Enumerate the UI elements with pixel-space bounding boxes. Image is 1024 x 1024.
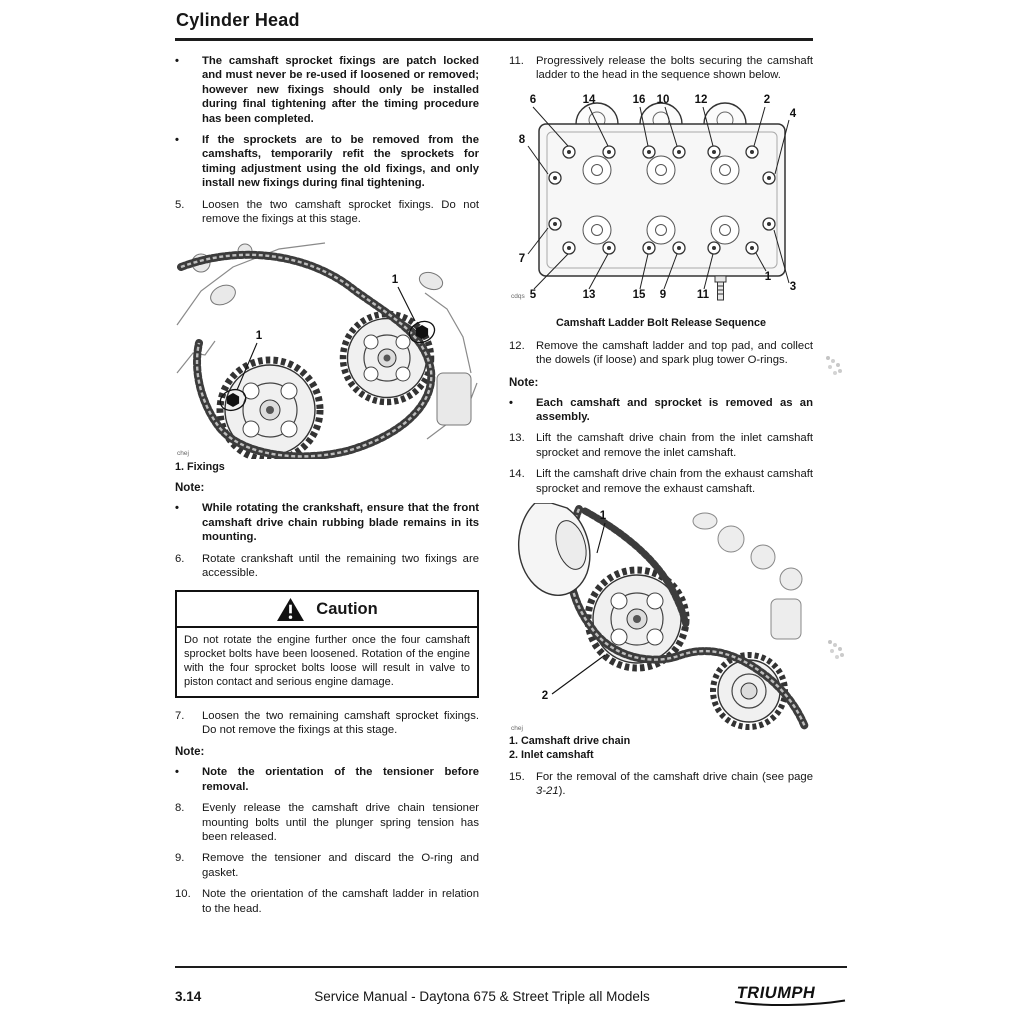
left-column bbox=[175, 54, 479, 923]
step-item bbox=[509, 339, 813, 368]
step-item bbox=[509, 770, 813, 799]
figure-label: 7 bbox=[518, 252, 526, 265]
figure-label: 8 bbox=[518, 133, 526, 146]
head-stud bbox=[715, 276, 726, 300]
step-text-part: ). bbox=[558, 785, 566, 798]
page-title: Cylinder Head bbox=[176, 10, 300, 30]
engine-background bbox=[693, 513, 802, 639]
step-text: Lift the camshaft drive chain from the exhaust camshaft sprocket and remove the exhaust camshaft. bbox=[536, 468, 813, 495]
bullet-item bbox=[509, 396, 813, 425]
figure-label: 3 bbox=[789, 280, 797, 293]
step-text bbox=[536, 770, 813, 799]
bullet-text: Note the orientation of the tensioner before removal. bbox=[202, 766, 479, 793]
step-item bbox=[509, 54, 813, 83]
step-item bbox=[175, 198, 479, 227]
note-heading: Note: bbox=[175, 482, 205, 495]
step-number: 15. bbox=[509, 771, 525, 784]
hand bbox=[519, 503, 592, 595]
page-reference: 3-21 bbox=[536, 785, 559, 798]
page-content bbox=[175, 8, 813, 923]
caution-header bbox=[177, 592, 477, 628]
figure-label: 2 bbox=[541, 690, 549, 703]
bullet-text: Each camshaft and sprocket is removed as an assembly. bbox=[536, 396, 813, 424]
manual-title: Service Manual - Daytona 675 & Street Triple all Models bbox=[314, 989, 650, 1004]
figure-label: 1 bbox=[255, 330, 263, 343]
scan-artifact bbox=[828, 640, 832, 644]
step-number: 7. bbox=[175, 709, 185, 722]
figure-credit: chej bbox=[511, 725, 523, 733]
figure-label: 6 bbox=[529, 93, 537, 106]
warning-triangle-icon bbox=[276, 597, 305, 622]
step-text: Progressively release the bolts securing the camshaft ladder to the head in the sequence shown below. bbox=[536, 55, 813, 82]
bullet-marker: • bbox=[509, 396, 513, 409]
figure-label: 16 bbox=[632, 93, 646, 106]
step-number: 8. bbox=[175, 802, 185, 815]
step-number: 13. bbox=[509, 432, 525, 445]
bullet-item bbox=[175, 501, 479, 544]
camshaft-sprocket bbox=[343, 314, 431, 402]
right-column bbox=[509, 54, 813, 923]
figure-label: 12 bbox=[694, 93, 708, 106]
step-number: 9. bbox=[175, 852, 185, 865]
bullet-text: The camshaft sprocket fixings are patch locked and must never be re-used if loosened or removed; however new fixings should only be installed during final tightening after the timing procedure has been completed. bbox=[202, 55, 479, 125]
step-number: 6. bbox=[175, 552, 185, 565]
chain-removal-illustration bbox=[509, 503, 813, 733]
brand-text: TRIUMPH bbox=[735, 983, 818, 1002]
page-footer bbox=[175, 981, 847, 1012]
figure-label: 14 bbox=[582, 93, 596, 106]
figure-label: 11 bbox=[696, 288, 710, 301]
figure-caption: 1. Camshaft drive chain bbox=[509, 735, 631, 748]
step-text: Note the orientation of the camshaft ladder in relation to the head. bbox=[202, 888, 479, 915]
ladder-bolt-sequence-illustration bbox=[509, 90, 813, 314]
figure-ladder-bolt-sequence bbox=[509, 90, 813, 314]
bullet-marker: • bbox=[175, 766, 179, 779]
title-rule bbox=[175, 38, 813, 41]
step-item bbox=[175, 801, 479, 844]
step-text: Lift the camshaft drive chain from the inlet camshaft sprocket and remove the inlet camshaft. bbox=[536, 432, 813, 459]
step-item bbox=[509, 467, 813, 496]
step-text: Remove the tensioner and discard the O-ring and gasket. bbox=[202, 852, 479, 879]
note-heading: Note: bbox=[509, 376, 539, 389]
step-item bbox=[509, 431, 813, 460]
cylinder-head-outline bbox=[539, 103, 785, 300]
bullet-text: If the sprockets are to be removed from the camshafts, temporarily refit the sprockets for timing adjustment using the old fixings, and only install new fixings during final tightening. bbox=[202, 134, 479, 190]
caution-text: Do not rotate the engine further once the four camshaft sprocket bolts have been loosened. Rotation of the engine with the four sprocket bolts loose will result in valve to piston contact and serious engine damage. bbox=[184, 633, 470, 688]
step-item bbox=[175, 552, 479, 581]
figure-label: 2 bbox=[763, 93, 771, 106]
step-number: 10. bbox=[175, 888, 191, 901]
figure-label: 1 bbox=[764, 270, 772, 283]
figure-label: 4 bbox=[789, 107, 797, 120]
step-number: 12. bbox=[509, 339, 525, 352]
step-text: Loosen the two remaining camshaft sprocket fixings. Do not remove the fixings at this stage. bbox=[202, 709, 479, 736]
figure-label: 1 bbox=[599, 510, 607, 523]
sprocket-fixings-illustration bbox=[175, 233, 479, 459]
figure-label: 15 bbox=[632, 288, 646, 301]
bullet-item bbox=[175, 765, 479, 794]
bullet-marker: • bbox=[175, 55, 179, 67]
footer-rule bbox=[175, 966, 847, 968]
note-heading: Note: bbox=[175, 746, 205, 759]
figure-camshaft-chain-removal bbox=[509, 503, 813, 733]
figure-sprocket-fixings bbox=[175, 233, 479, 459]
step-number: 14. bbox=[509, 468, 525, 481]
step-text-part: For the removal of the camshaft drive chain (see page bbox=[536, 771, 813, 784]
figure-caption: Camshaft Ladder Bolt Release Sequence bbox=[555, 316, 766, 329]
figure-credit: cdqs bbox=[511, 292, 525, 300]
triumph-logo bbox=[729, 981, 847, 1012]
caution-box bbox=[175, 590, 479, 698]
bullet-item bbox=[175, 133, 479, 191]
figure-caption: 1. Fixings bbox=[175, 461, 225, 474]
triumph-wordmark bbox=[729, 981, 847, 1007]
figure-label: 13 bbox=[582, 288, 596, 301]
step-text: Evenly release the camshaft drive chain tensioner mounting bolts until the plunger spring tension has been released. bbox=[202, 802, 479, 843]
scan-artifact bbox=[826, 356, 830, 360]
step-item bbox=[175, 887, 479, 916]
figure-label: 10 bbox=[656, 93, 670, 106]
step-number: 11. bbox=[509, 55, 524, 67]
figure-label: 1 bbox=[391, 274, 399, 287]
bullet-marker: • bbox=[175, 502, 179, 515]
figure-label: 9 bbox=[659, 288, 667, 301]
figure-caption: 2. Inlet camshaft bbox=[509, 749, 594, 762]
step-item bbox=[175, 709, 479, 738]
step-number: 5. bbox=[175, 198, 185, 211]
figure-credit: chej bbox=[177, 450, 189, 458]
page-number: 3.14 bbox=[175, 989, 202, 1004]
step-item bbox=[175, 851, 479, 880]
step-text: Loosen the two camshaft sprocket fixings. Do not remove the fixings at this stage. bbox=[202, 198, 479, 226]
figure-label: 5 bbox=[529, 288, 537, 301]
step-text: Rotate crankshaft until the remaining two fixings are accessible. bbox=[202, 552, 479, 580]
bullet-text: While rotating the crankshaft, ensure that the front camshaft drive chain rubbing blade remains in its mounting. bbox=[202, 502, 479, 544]
bullet-marker: • bbox=[175, 134, 179, 147]
bullet-item bbox=[175, 54, 479, 126]
caution-title: Caution bbox=[316, 599, 378, 618]
step-text: Remove the camshaft ladder and top pad, and collect the dowels (if loose) and spark plug tower O-rings. bbox=[536, 339, 813, 367]
